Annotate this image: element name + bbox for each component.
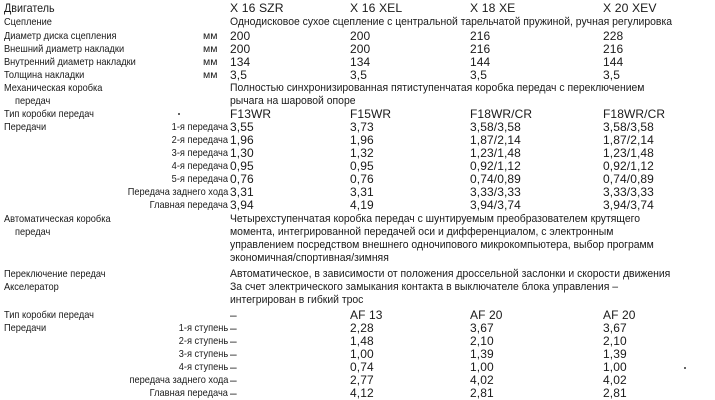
- automatic-row: [0, 252, 715, 265]
- value-cell: 1,39: [603, 347, 627, 361]
- manual-type-label: Тип коробки передач: [4, 108, 94, 120]
- automatic-row: [0, 213, 715, 226]
- value-cell: 3,5: [350, 68, 367, 82]
- value-cell: 3,94/3,74: [470, 198, 521, 212]
- spec-label: Внутренний диаметр накладки: [4, 56, 136, 68]
- value-cell: 2,81: [603, 386, 627, 400]
- value-cell: 134: [230, 55, 251, 69]
- value-cell: 200: [350, 42, 371, 56]
- value-cell: 1,48: [350, 334, 374, 348]
- value-cell: 0,92/1,12: [470, 159, 521, 173]
- automatic-description-line: экономичная/спортивная/зимняя: [230, 252, 389, 264]
- manual-description-line2: рычага на шаровой опоре: [230, 95, 356, 107]
- value-cell: –: [230, 360, 237, 374]
- accelerator-row: [0, 294, 715, 307]
- value-cell: 0,74/0,89: [470, 172, 521, 186]
- value-cell: 0,95: [350, 159, 374, 173]
- automatic-gears-label: Передачи: [4, 322, 47, 334]
- spec-label: Внешний диаметр накладки: [4, 43, 125, 55]
- automatic-description-line: Четырехступенчатая коробка передач с шунтируемым преобразователем крутящего: [230, 213, 640, 225]
- value-cell: 134: [350, 55, 371, 69]
- value-cell: 3,5: [470, 68, 487, 82]
- accelerator-description-line: интегрирован в гибкий трос: [230, 294, 364, 306]
- value-cell: 1,23/1,48: [603, 146, 654, 160]
- value-cell: 3,33/3,33: [470, 185, 521, 199]
- value-cell: –: [230, 386, 237, 400]
- gear-label: 2-я передача: [171, 134, 228, 146]
- spec-label: Диаметр диска сцепления: [4, 30, 117, 42]
- shift-row: [0, 268, 715, 281]
- gear-label: Главная передача: [149, 199, 228, 211]
- value-cell: 0,76: [230, 172, 254, 186]
- shift-description: Автоматическое, в зависимости от положения дроссельной заслонки и скорости движения: [230, 268, 671, 280]
- value-cell: 216: [470, 42, 491, 56]
- value-cell: 2,81: [470, 386, 494, 400]
- value-cell: 3,55: [230, 120, 254, 134]
- value-cell: 216: [470, 29, 491, 43]
- automatic-description-line: момента, интегрированной передачей оси и дифференциалом, с электронным: [230, 226, 614, 238]
- value-cell: 3,5: [603, 68, 620, 82]
- type-cell: –: [230, 308, 237, 322]
- automatic-label-line2: передач: [15, 226, 51, 238]
- gear-label: Передача заднего хода: [127, 186, 228, 198]
- value-cell: 4,19: [350, 198, 374, 212]
- value-cell: 0,76: [350, 172, 374, 186]
- value-cell: –: [230, 347, 237, 361]
- type-cell: F18WR/CR: [470, 107, 533, 121]
- value-cell: 1,96: [230, 133, 254, 147]
- gear-label: 3-я ступень: [178, 348, 228, 360]
- gear-label: 1-я передача: [171, 121, 228, 133]
- spec-label: Толщина накладки: [4, 69, 85, 81]
- value-cell: 1,87/2,14: [603, 133, 654, 147]
- type-cell: F15WR: [350, 107, 392, 121]
- value-cell: –: [230, 321, 237, 335]
- unit-label: мм: [203, 56, 218, 68]
- gear-label: передача заднего хода: [129, 374, 228, 386]
- value-cell: 3,31: [350, 185, 374, 199]
- value-cell: 2,77: [350, 373, 374, 387]
- value-cell: 0,74: [350, 360, 374, 374]
- model-2: X 16 XEL: [350, 1, 403, 15]
- value-cell: 3,67: [603, 321, 627, 335]
- manual-label-line2: передач: [15, 95, 51, 107]
- value-cell: 216: [603, 42, 624, 56]
- value-cell: 200: [230, 29, 251, 43]
- type-cell: AF 20: [603, 308, 636, 322]
- gear-label: Главная передача: [149, 387, 228, 399]
- manual-gear-row: [0, 199, 715, 212]
- value-cell: 0,92/1,12: [603, 159, 654, 173]
- value-cell: 1,00: [470, 360, 494, 374]
- type-cell: F18WR/CR: [603, 107, 666, 121]
- shift-label: Переключение передач: [4, 268, 106, 280]
- value-cell: 200: [350, 29, 371, 43]
- automatic-row: [0, 226, 715, 239]
- clutch-spec-row: [0, 69, 715, 82]
- value-cell: 3,67: [470, 321, 494, 335]
- gear-label: 4-я передача: [171, 160, 228, 172]
- value-cell: 228: [603, 29, 624, 43]
- value-cell: 3,58/3,58: [470, 120, 521, 134]
- type-cell: AF 13: [350, 308, 383, 322]
- type-cell: F13WR: [230, 107, 272, 121]
- header-row: [0, 2, 715, 15]
- value-cell: 1,96: [350, 133, 374, 147]
- value-cell: 3,94: [230, 198, 254, 212]
- model-3: X 18 XE: [470, 1, 516, 15]
- value-cell: 1,39: [470, 347, 494, 361]
- manual-description-line1: Полностью синхронизированная пятиступенчатая коробка передач с переключением: [230, 82, 645, 94]
- unit-label: мм: [203, 30, 218, 42]
- value-cell: 4,02: [470, 373, 494, 387]
- value-cell: 3,5: [230, 68, 247, 82]
- clutch-row: [0, 16, 715, 29]
- clutch-description: Однодисковое сухое сцепление с центральной тарельчатой пружиной, ручная регулировка: [230, 16, 673, 28]
- clutch-label: Сцепление: [4, 16, 52, 28]
- value-cell: 0,74/0,89: [603, 172, 654, 186]
- specks: [178, 113, 180, 115]
- accelerator-row: [0, 281, 715, 294]
- gear-label: 4-я ступень: [178, 361, 228, 373]
- value-cell: 2,10: [470, 334, 494, 348]
- automatic-label-line1: Автоматическая коробка: [4, 213, 111, 225]
- automatic-type-label: Тип коробки передач: [4, 309, 94, 321]
- type-cell: AF 20: [470, 308, 503, 322]
- model-1: X 16 SZR: [230, 1, 284, 15]
- value-cell: 3,73: [350, 120, 374, 134]
- value-cell: 144: [470, 55, 491, 69]
- value-cell: 4,12: [350, 386, 374, 400]
- gear-label: 1-я ступень: [178, 322, 228, 334]
- value-cell: 2,28: [350, 321, 374, 335]
- accelerator-description-line: За счет электрического замыкания контакта в выключателе блока управления –: [230, 281, 619, 293]
- specks: [684, 367, 686, 369]
- value-cell: 1,87/2,14: [470, 133, 521, 147]
- gear-label: 2-я ступень: [178, 335, 228, 347]
- value-cell: 4,02: [603, 373, 627, 387]
- value-cell: 3,58/3,58: [603, 120, 654, 134]
- value-cell: 1,32: [350, 146, 374, 160]
- value-cell: 200: [230, 42, 251, 56]
- automatic-description-line: управлением посредством внешнего одночипового микрокомпьютера, выбор программ: [230, 239, 654, 251]
- value-cell: 3,94/3,74: [603, 198, 654, 212]
- automatic-row: [0, 239, 715, 252]
- gear-label: 3-я передача: [171, 147, 228, 159]
- manual-label-line1: Механическая коробка: [4, 82, 103, 94]
- value-cell: 1,30: [230, 146, 254, 160]
- automatic-gear-row: [0, 387, 715, 400]
- value-cell: 1,23/1,48: [470, 146, 521, 160]
- value-cell: 0,95: [230, 159, 254, 173]
- manual-gears-label: Передачи: [4, 121, 47, 133]
- model-4: X 20 XEV: [603, 1, 657, 15]
- unit-label: мм: [203, 69, 218, 81]
- value-cell: 144: [603, 55, 624, 69]
- value-cell: 1,00: [603, 360, 627, 374]
- value-cell: 2,10: [603, 334, 627, 348]
- unit-label: мм: [203, 43, 218, 55]
- gear-label: 5-я передача: [171, 173, 228, 185]
- value-cell: 3,33/3,33: [603, 185, 654, 199]
- accelerator-label: Акселератор: [4, 281, 59, 293]
- engine-label: Двигатель: [4, 1, 55, 15]
- manual-row: [0, 82, 715, 95]
- value-cell: –: [230, 334, 237, 348]
- value-cell: 1,00: [350, 347, 374, 361]
- value-cell: –: [230, 373, 237, 387]
- value-cell: 3,31: [230, 185, 254, 199]
